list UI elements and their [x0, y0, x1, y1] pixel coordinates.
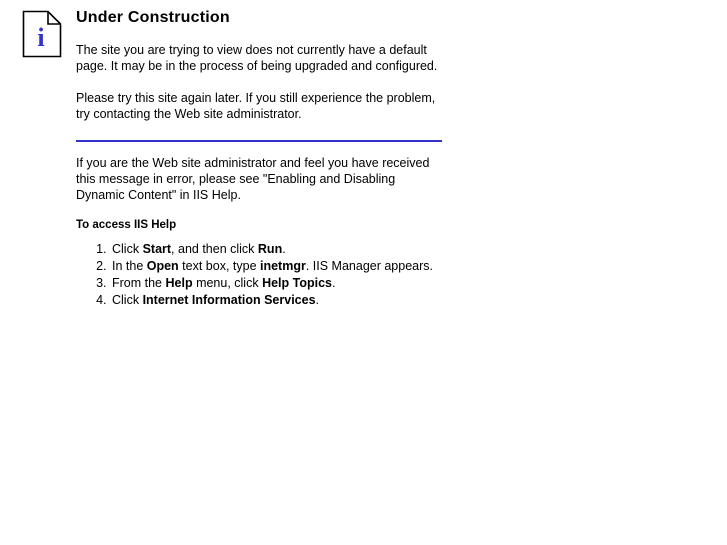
- step-text: Click: [112, 293, 143, 307]
- admin-paragraph: If you are the Web site administrator and feel you have received this message in error, please see "Enabling and Disabling Dynamic Content" in IIS Help.: [76, 156, 430, 202]
- intro-paragraph: The site you are trying to view does not currently have a default page. It may be in the process of being upgraded and configured.: [76, 43, 438, 73]
- emphasis-text: inetmgr: [260, 259, 306, 273]
- emphasis-text: Run: [257, 242, 283, 256]
- emphasis-text: Start: [142, 242, 172, 256]
- content-column: [76, 8, 456, 309]
- emphasis-text: Open: [146, 259, 179, 273]
- help-step-item: [110, 275, 456, 291]
- step-text: . IIS Manager appears.: [305, 259, 433, 273]
- step-text: In the: [112, 259, 147, 273]
- emphasis-text: Internet Information Services: [142, 293, 316, 307]
- step-text: menu, click: [192, 276, 263, 290]
- step-text: From the: [112, 276, 166, 290]
- step-text: .: [282, 242, 286, 256]
- step-text: Click: [112, 242, 143, 256]
- divider: [76, 140, 442, 142]
- help-steps-list: [76, 241, 456, 308]
- document-info-icon: [22, 10, 62, 58]
- step-text: .: [315, 293, 320, 307]
- emphasis-text: Help Topics: [262, 276, 332, 290]
- page-title: Under Construction: [76, 9, 230, 26]
- emphasis-text: Help: [165, 276, 193, 290]
- retry-paragraph: Please try this site again later. If you still experience the problem, try contacting the Web site administrator.: [76, 91, 436, 121]
- help-step-item: [110, 258, 456, 274]
- svg-text:i: i: [37, 23, 45, 52]
- help-heading: To access IIS Help: [76, 219, 177, 231]
- help-step-item: [110, 241, 456, 257]
- step-text: , and then click: [171, 242, 258, 256]
- step-text: .: [331, 276, 336, 290]
- help-step-item: [110, 292, 456, 308]
- step-text: text box, type: [178, 259, 260, 273]
